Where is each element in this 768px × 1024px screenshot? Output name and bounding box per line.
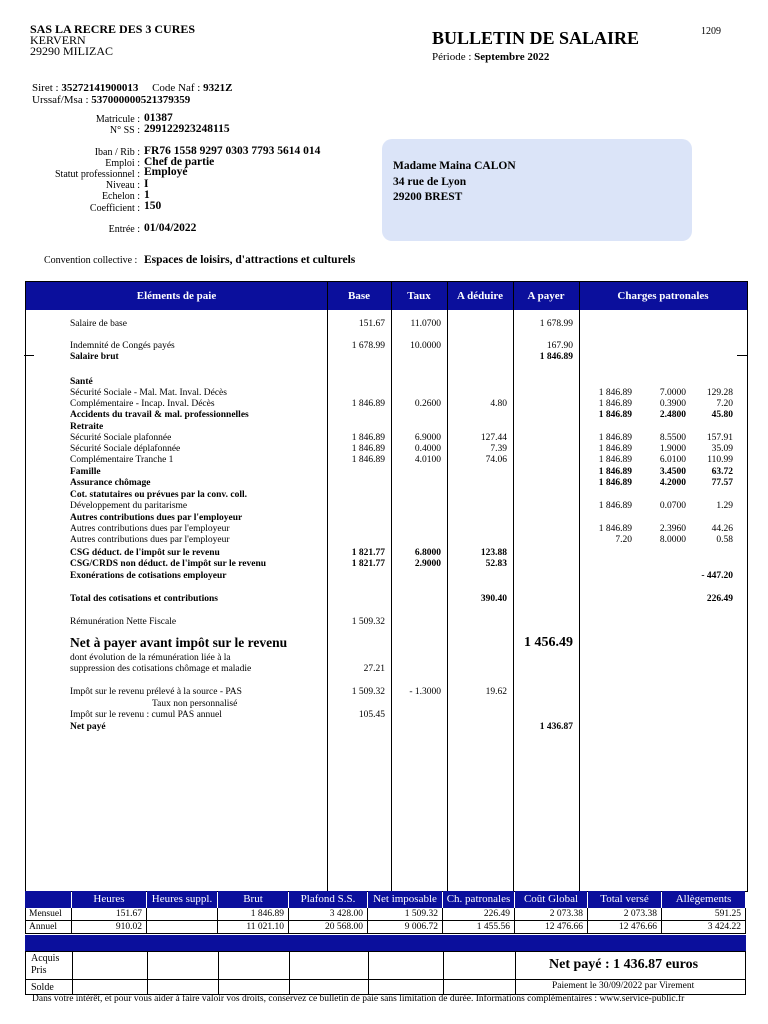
table-row [26,319,747,330]
summary-cell: 9 006.72 [368,921,443,934]
summary-cell: 3 424.22 [662,921,746,934]
conges-pris: Pris [31,965,47,976]
address-street: 34 rue de Lyon [393,176,467,188]
row-label: Sécurité Sociale déplafonnée [70,444,181,454]
row-charges-taux: 2.3960 [659,524,686,534]
summary-cell: 12 476.66 [515,921,588,934]
period-label: Période : [432,51,475,63]
period [432,51,549,63]
table-row [26,635,747,651]
table-row [26,490,747,501]
payslip-table [25,281,748,892]
row-taux: 0.4000 [414,444,441,454]
row-label: Développement du paritarisme [70,501,188,511]
urssaf-value: 537000000521379359 [91,94,191,106]
summary-cell: 226.49 [443,908,515,921]
table-header [26,282,747,310]
row-charges-montant: 44.26 [711,524,733,534]
row-label: Net payé [70,722,106,732]
row-taux: 0.2600 [414,399,441,409]
row-label: Impôt sur le revenu prélevé à la source - PAS [70,687,242,697]
table-row [26,664,747,675]
row-label: Exonérations de cotisations employeur [70,571,227,581]
net-paye-total: Net payé : 1 436.87 euros [549,957,699,972]
header-payer: A payer [527,290,565,302]
iban-value: FR76 1558 9297 0303 7793 5614 014 [144,145,321,157]
row-taux: 6.8000 [414,548,441,558]
table-row [26,653,747,664]
row-charges-taux: 0.3900 [659,399,686,409]
row-charges-base: 1 846.89 [598,501,632,511]
row-charges-montant: 129.28 [706,388,733,398]
row-charges-montant: 110.99 [707,455,733,465]
table-row [26,377,747,388]
row-charges-base: 1 846.89 [598,478,632,488]
table-row [26,548,747,559]
row-payer: 1 678.99 [539,319,573,329]
row-charges-montant: 77.57 [711,478,733,488]
table-row [26,513,747,524]
row-charges-montant: 226.49 [706,594,733,604]
table-row [26,433,747,444]
table-row [26,501,747,512]
convention-value: Espaces de loisirs, d'attractions et culturels [144,254,356,266]
row-charges-taux: 1.9000 [659,444,686,454]
summary-cell: 1 509.32 [368,908,443,921]
row-base: 27.21 [363,664,385,674]
row-payer: 167.90 [546,341,573,351]
summary-cell: 2 073.38 [515,908,588,921]
statut-value: Employé [144,166,188,178]
summary-cell [147,921,218,934]
summary-cell [147,908,218,921]
entree-label: Entrée : [108,224,140,235]
row-base: 1 509.32 [351,617,385,627]
summary-row-label: Mensuel [25,908,72,921]
company-block [30,24,195,57]
row-charges-base: 1 846.89 [598,524,632,534]
row-label: Impôt sur le revenu : cumul PAS annuel [70,710,222,720]
employee-address-box [382,139,692,241]
row-charges-base: 1 846.89 [598,399,632,409]
row-label: Autres contributions dues par l'employeur [70,535,230,545]
emploi-value: Chef de partie [144,156,215,168]
row-payer: 1 846.89 [539,352,573,362]
summary-cell: 11 021.10 [218,921,289,934]
row-charges-base: 1 846.89 [598,410,632,420]
conges-solde: Solde [31,982,54,993]
siret-value: 35272141900013 [61,82,139,94]
niveau-label: Niveau : [105,180,140,191]
table-row [26,524,747,535]
table-row [26,388,747,399]
coefficient-value: 150 [144,200,162,212]
row-base: 151.67 [358,319,385,329]
row-charges-montant: 1.29 [716,501,733,511]
row-label: Sécurité Sociale plafonnée [70,433,172,443]
row-base: 1 678.99 [351,341,385,351]
summary-cell: 591.25 [662,908,746,921]
matricule-label: Matricule : [95,114,140,125]
summary-header: Heures suppl. [147,891,217,908]
row-charges-base: 1 846.89 [598,433,632,443]
table-row [26,617,747,628]
table-row [26,410,747,421]
row-deduire: 127.44 [480,433,507,443]
row-label: Salaire brut [70,352,119,362]
coefficient-label: Coefficient : [89,203,140,214]
row-label: Complémentaire - Incap. Inval. Décès [70,399,215,409]
summary-cell: 1 846.89 [218,908,289,921]
iban-label: Iban / Rib : [94,147,140,158]
row-label: suppression des cotisations chômage et maladie [70,664,252,674]
row-label: CSG/CRDS non déduct. de l'impôt sur le revenu [70,559,267,569]
row-base: 1 846.89 [351,433,385,443]
table-row [26,352,747,363]
summary-cell: 12 476.66 [588,921,662,934]
conges-acquis: Acquis [31,953,60,964]
disclaimer: Dans votre intérêt, et pour vous aider à faire valoir vos droits, conservez ce bulletin de paie sans limitation de durée. Informations complémentaires : www.service-public.fr [32,994,685,1004]
summary-header-corner [25,891,71,908]
summary-cell: 2 073.38 [588,908,662,921]
row-charges-taux: 8.5500 [659,433,686,443]
row-deduire: 74.06 [485,455,507,465]
row-charges-taux: 3.4500 [659,467,686,477]
row-base: 1 509.32 [351,687,385,697]
row-charges-montant: 0.58 [716,535,733,545]
summary-header: Coût Global [515,891,587,908]
table-row [26,699,747,710]
row-charges-base: 1 846.89 [598,455,632,465]
summary-header: Allègements [662,891,745,908]
summary-cell: 1 455.56 [443,921,515,934]
page-number: 1209 [701,26,721,37]
header-deduire: A déduire [457,290,503,302]
siret-label: Siret : [32,82,62,94]
convention-label: Convention collective : [44,255,138,266]
row-deduire: 19.62 [485,687,507,697]
row-deduire: 390.40 [480,594,507,604]
matricule-value: 01387 [144,112,173,124]
table-row [26,341,747,352]
row-label: Total des cotisations et contributions [70,594,218,604]
row-label: Santé [70,377,93,387]
row-taux: 2.9000 [414,559,441,569]
summary-header: Net imposable [368,891,442,908]
company-ids [32,82,232,106]
echelon-label: Echelon : [101,191,140,202]
table-row [26,687,747,698]
row-charges-base: 1 846.89 [598,388,632,398]
company-name: SAS LA RECRE DES 3 CURES [30,22,196,36]
row-charges-taux: 2.4800 [659,410,686,420]
row-label: Rémunération Nette Fiscale [70,617,177,627]
address-name: Madame Maina CALON [393,160,516,172]
row-label: Autres contributions dues par l'employeur [70,524,230,534]
summary-header: Ch. patronales [443,891,514,908]
row-taux: 6.9000 [414,433,441,443]
row-label: Complémentaire Tranche 1 [70,455,174,465]
summary-cell: 20 568.00 [289,921,368,934]
address-city: 29200 BREST [393,191,463,203]
company-address-line2: 29290 MILIZAC [30,44,113,58]
summary-header: Total versé [588,891,661,908]
summary-cell: 910.02 [72,921,147,934]
row-label: Autres contributions dues par l'employeur [70,513,243,523]
niveau-value: I [144,178,149,190]
company-address-line1: KERVERN [30,33,86,47]
period-value: Septembre 2022 [474,51,550,63]
row-label: Assurance chômage [70,478,151,488]
row-label: Retraite [70,422,104,432]
row-charges-base: 1 846.89 [598,467,632,477]
row-charges-montant: 7.20 [716,399,733,409]
table-row [26,594,747,605]
header-base: Base [348,290,370,302]
row-charges-montant: 157.91 [706,433,733,443]
header-elements: Eléments de paie [136,290,217,302]
row-label: Salaire de base [70,319,127,329]
row-charges-taux: 6.0100 [659,455,686,465]
payment-info: Paiement le 30/09/2022 par Virement [552,981,695,991]
table-row [26,478,747,489]
summary-band [25,935,746,951]
row-label: Famille [70,467,101,477]
row-label: Cot. statutaires ou prévues par la conv. coll. [70,490,247,500]
summary-cell: 151.67 [72,908,147,921]
row-label: CSG déduct. de l'impôt sur le revenu [70,548,220,558]
summary-row-label: Annuel [25,921,72,934]
row-base: 105.45 [358,710,385,720]
document-title: BULLETIN DE SALAIRE [432,28,640,48]
table-row [26,535,747,546]
row-label: Indemnité de Congés payés [70,341,175,351]
row-payer: 1 456.49 [524,635,573,650]
row-charges-taux: 8.0000 [659,535,686,545]
row-deduire: 52.83 [485,559,507,569]
naf-value: 9321Z [203,82,233,94]
row-charges-base: 1 846.89 [598,444,632,454]
row-deduire: 123.88 [480,548,507,558]
row-charges-base: 7.20 [615,535,632,545]
row-label: Net à payer avant impôt sur le revenu [70,635,288,650]
summary-cell: 3 428.00 [289,908,368,921]
table-row [26,571,747,582]
row-base: 1 846.89 [351,399,385,409]
header-taux: Taux [407,290,431,302]
row-charges-montant: - 447.20 [701,571,733,581]
table-row [26,399,747,410]
table-row [26,455,747,466]
row-base: 1 846.89 [351,455,385,465]
table-row [26,722,747,733]
row-taux: - 1.3000 [409,687,441,697]
row-base: 1 821.77 [351,548,385,558]
row-charges-montant: 63.72 [711,467,733,477]
row-deduire: 4.80 [490,399,507,409]
table-row [26,559,747,570]
row-taux: 11.0700 [410,319,441,329]
row-base: 1 821.77 [351,559,385,569]
table-row [26,422,747,433]
row-charges-montant: 45.80 [711,410,733,420]
row-deduire: 7.39 [490,444,507,454]
ss-value: 299122923248115 [144,123,230,135]
ss-label: N° SS : [109,125,140,136]
summary-header: Brut [218,891,288,908]
table-row [26,444,747,455]
statut-label: Statut professionnel : [55,169,140,180]
row-label: Accidents du travail & mal. professionnelles [70,410,249,420]
urssaf-label: Urssaf/Msa : [32,94,92,106]
row-label: dont évolution de la rémunération liée à la [70,653,231,663]
row-charges-taux: 0.0700 [659,501,686,511]
summary-header: Plafond S.S. [289,891,367,908]
row-label: Sécurité Sociale - Mal. Mat. Inval. Décès [70,388,227,398]
header-charges: Charges patronales [617,290,709,302]
emploi-label: Emploi : [105,158,140,169]
row-charges-montant: 35.09 [711,444,733,454]
row-base: 1 846.89 [351,444,385,454]
row-payer: 1 436.87 [539,722,573,732]
row-charges-taux: 4.2000 [659,478,686,488]
row-taux: 10.0000 [410,341,441,351]
row-taux: 4.0100 [414,455,441,465]
table-row [26,710,747,721]
naf-label: Code Naf : [152,82,204,94]
echelon-value: 1 [144,189,150,201]
row-label: Taux non personnalisé [152,699,238,709]
table-row [26,467,747,478]
summary-header: Heures [72,891,146,908]
entree-value: 01/04/2022 [144,222,197,234]
row-charges-taux: 7.0000 [659,388,686,398]
